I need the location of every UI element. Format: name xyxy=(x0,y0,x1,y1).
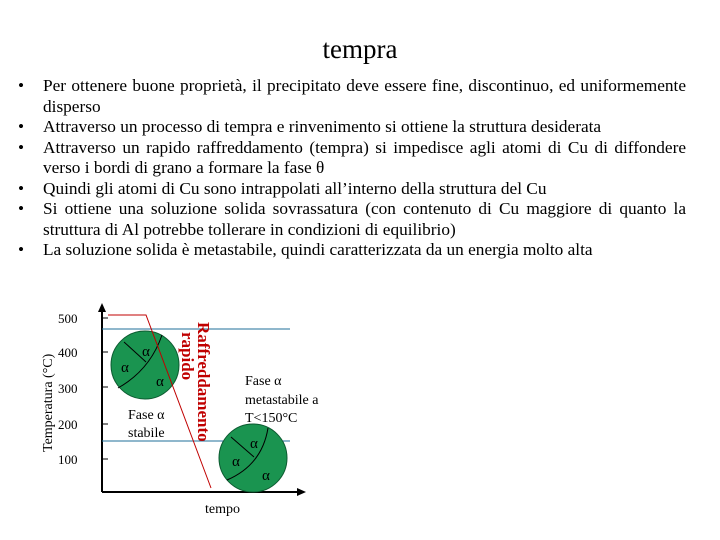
y-axis-arrow xyxy=(98,303,106,312)
x-axis-label: tempo xyxy=(205,502,240,517)
ytick: 200 xyxy=(58,417,78,432)
bullet-item: • Attraverso un rapido raffreddamento (tempra) si impedisce agli atomi di Cu di diffondere verso i bordi di grano a formare la fase θ xyxy=(18,138,686,179)
ytick: 100 xyxy=(58,452,78,467)
slide-title: tempra xyxy=(322,34,398,64)
x-axis-arrow xyxy=(297,488,306,496)
bullet-item: • Attraverso un processo di tempra e rinvenimento si ottiene la struttura desiderata xyxy=(18,117,686,138)
metastable-label: metastabile a xyxy=(245,393,319,408)
stable-label: stabile xyxy=(128,426,165,441)
svg-text:α: α xyxy=(262,468,270,484)
bullet-item: • Si ottiene una soluzione solida sovrassatura (con contenuto di Cu maggiore di quanto la struttura di Al potrebbe tollerare in condizioni di equilibrio) xyxy=(18,199,686,240)
ytick: 500 xyxy=(58,311,78,326)
curve-label: rapido xyxy=(178,332,197,381)
grain-circle-stable xyxy=(111,331,179,399)
y-axis-label: Temperatura (°C) xyxy=(41,353,56,452)
ytick: 300 xyxy=(58,381,78,396)
bullet-item: • La soluzione solida è metastabile, quindi caratterizzata da un energia molto alta xyxy=(18,240,686,261)
bullet-item: • Quindi gli atomi di Cu sono intrappolati all’interno della struttura del Cu xyxy=(18,179,686,200)
svg-text:α: α xyxy=(121,360,129,376)
metastable-label: T<150°C xyxy=(245,411,298,426)
svg-text:α: α xyxy=(156,374,164,390)
stable-label: Fase α xyxy=(128,408,165,423)
metastable-label: Fase α xyxy=(245,374,282,389)
bullet-item: • Per ottenere buone proprietà, il precipitato deve essere fine, discontinuo, ed uniformemente disperso xyxy=(18,76,686,117)
grain-circle-metastable xyxy=(219,424,287,492)
svg-text:α: α xyxy=(232,454,240,470)
ytick: 400 xyxy=(58,345,78,360)
curve-label: Raffreddamento xyxy=(194,322,213,442)
svg-text:α: α xyxy=(250,436,258,452)
svg-text:α: α xyxy=(142,344,150,360)
